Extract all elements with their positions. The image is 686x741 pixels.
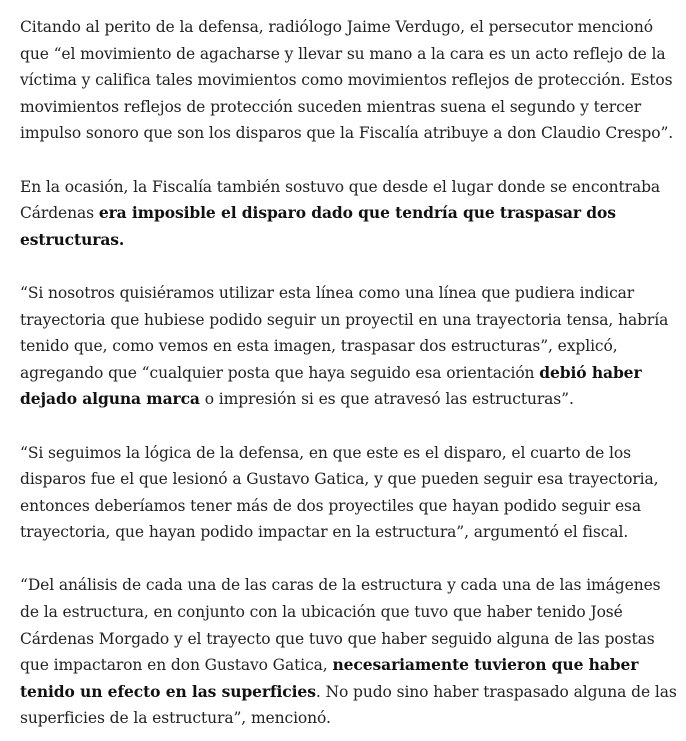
paragraph-3: [20, 280, 680, 413]
paragraph-2: [20, 174, 680, 254]
bold-highlight: necesariamente tuvieron que haber tenido un efecto en las superficies: [20, 655, 639, 701]
paragraph-text: “Del análisis de cada una de las caras de la estructura y cada una de las imágenes de la estructura, en conjunto con la ubicación que tuvo que haber tenido José Cárdenas Morgado y el trayecto que tuvo que haber seguido alguna de las postas que impactaron en don Gustavo Gatica,: [20, 576, 661, 675]
paragraph-text: . No pudo sino haber traspasado alguna de las superficies de la estructura”, mencionó.: [20, 682, 677, 728]
paragraph-5: [20, 572, 680, 732]
bold-highlight: debió haber dejado alguna marca: [20, 362, 642, 409]
bold-highlight: era imposible el disparo dado que tendría que traspasar dos estructuras.: [20, 203, 616, 249]
paragraph-1: [20, 14, 680, 147]
paragraph-text: En la ocasión, la Fiscalía también sostuvo que desde el lugar donde se encontraba Cárdenas: [20, 177, 661, 223]
paragraph-4: [20, 440, 680, 546]
paragraph-text: o impresión si es que atravesó las estructuras”.: [199, 390, 574, 409]
paragraph-text: “Si seguimos la lógica de la defensa, en que este es el disparo, el cuarto de los disparos fue el que lesionó a Gustavo Gatica, y que pueden seguir esa trayectoria, entonces deberíamos tener más de dos proyectiles que hayan podido seguir esa trayectoria, que hayan podido impactar en la estructura”, argumentó el fiscal.: [20, 443, 659, 542]
paragraph-text: Citando al perito de la defensa, radiólogo Jaime Verdugo, el persecutor mencionó que “el movimiento de agacharse y llevar su mano a la cara es un acto reflejo de la víctima y califica tales movimientos como movimientos reflejos de protección. Estos movimientos reflejos de protección suceden mientras suena el segundo y tercer impulso sonoro que son los disparos que la Fiscalía atribuye a don Claudio Crespo”.: [20, 18, 674, 143]
paragraph-text: “Si nosotros quisiéramos utilizar esta línea como una línea que pudiera indicar trayectoria que hubiese podido seguir un proyectil en una trayectoria tensa, habría tenido que, como vemos en esta imagen, traspasar dos estructuras”, explicó, agregando que “cualquier posta que haya seguido esa orientación: [20, 283, 669, 382]
